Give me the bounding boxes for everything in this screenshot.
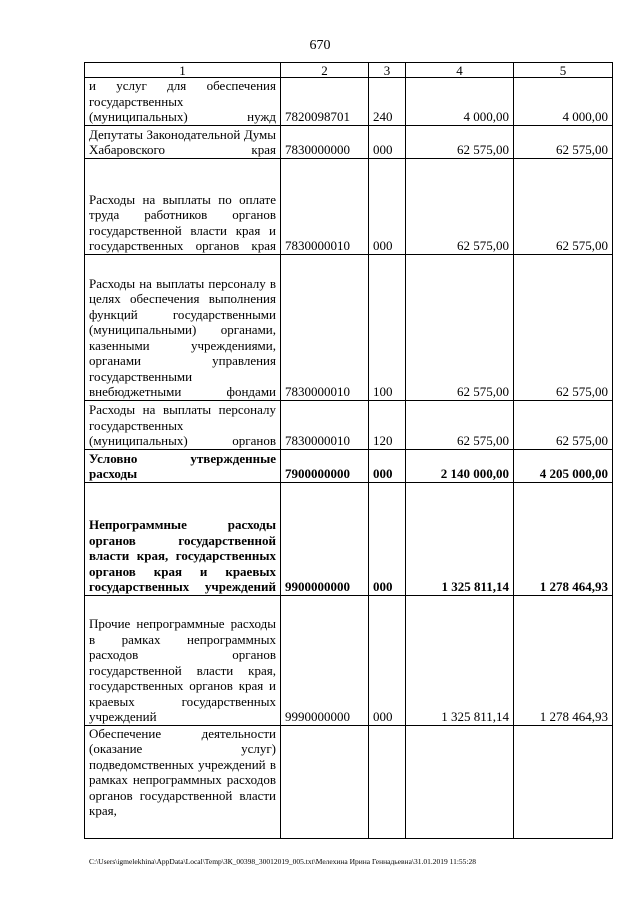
row-value-2: 62 575,00: [514, 400, 613, 449]
table-row: [85, 595, 613, 725]
row-name: Непрограммные расходы органов государственной власти края, государственных органов края и краевых государственных учреждений: [85, 482, 281, 595]
row-value-1: 1 325 811,14: [406, 595, 514, 725]
row-value-1: 62 575,00: [406, 125, 514, 158]
page-number: 670: [309, 38, 331, 53]
header-cell: 2: [281, 63, 369, 78]
row-code: 9900000000: [281, 482, 369, 595]
table-row: [85, 78, 613, 126]
row-code: 7900000000: [281, 449, 369, 482]
row-value-1: 62 575,00: [406, 158, 514, 254]
row-value-2: 1 278 464,93: [514, 595, 613, 725]
row-type: 000: [369, 158, 406, 254]
budget-table: [84, 62, 613, 839]
row-name: Прочие непрограммные расходы в рамках непрограммных расходов органов государственной власти края, государственных органов края и краевых государственных учреждений: [85, 595, 281, 725]
table-row: [85, 125, 613, 158]
row-type: 120: [369, 400, 406, 449]
row-code: [281, 725, 369, 838]
table-row: [85, 400, 613, 449]
row-type: [369, 725, 406, 838]
row-type: 000: [369, 125, 406, 158]
row-value-1: 62 575,00: [406, 254, 514, 400]
row-value-2: [514, 725, 613, 838]
table-row: [85, 725, 613, 838]
table-header-row: [85, 63, 613, 78]
row-code: 7820098701: [281, 78, 369, 126]
row-name: Расходы на выплаты персоналу государственных (муниципальных) органов: [85, 400, 281, 449]
table-row: [85, 482, 613, 595]
row-value-1: 2 140 000,00: [406, 449, 514, 482]
row-value-1: 4 000,00: [406, 78, 514, 126]
row-value-2: 62 575,00: [514, 125, 613, 158]
row-value-2: 62 575,00: [514, 254, 613, 400]
row-value-1: [406, 725, 514, 838]
row-code: 9990000000: [281, 595, 369, 725]
header-cell: 3: [369, 63, 406, 78]
header-cell: 5: [514, 63, 613, 78]
row-value-2: 62 575,00: [514, 158, 613, 254]
row-value-1: 1 325 811,14: [406, 482, 514, 595]
footer-file-path: C:\Users\igmelekhina\AppData\Local\Temp\ЗК_00398_30012019_005.txt\Мелехина Ирина Геннадьевна\31.01.2019 11:55:28: [89, 857, 476, 866]
table-row: [85, 158, 613, 254]
table-row: [85, 254, 613, 400]
row-type: 000: [369, 595, 406, 725]
row-code: 7830000010: [281, 254, 369, 400]
header-cell: 4: [406, 63, 514, 78]
row-code: 7830000000: [281, 125, 369, 158]
row-type: 240: [369, 78, 406, 126]
row-name: Расходы на выплаты по оплате труда работников органов государственной власти края и государственных органов края: [85, 158, 281, 254]
row-name: Депутаты Законодательной Думы Хабаровского края: [85, 125, 281, 158]
row-value-1: 62 575,00: [406, 400, 514, 449]
row-type: 000: [369, 449, 406, 482]
row-name: Условно утвержденные расходы: [85, 449, 281, 482]
row-name: Обеспечение деятельности (оказание услуг) подведомственных учреждений в рамках непрограммных расходов органов государственной власти края,: [85, 725, 281, 838]
row-value-2: 4 000,00: [514, 78, 613, 126]
row-value-2: 4 205 000,00: [514, 449, 613, 482]
header-cell: 1: [85, 63, 281, 78]
row-value-2: 1 278 464,93: [514, 482, 613, 595]
table-row: [85, 449, 613, 482]
row-type: 100: [369, 254, 406, 400]
row-name: Расходы на выплаты персоналу в целях обеспечения выполнения функций государственными (муниципальными) органами, казенными учреждениями, органами управления государственными внебюджетными фондами: [85, 254, 281, 400]
row-code: 7830000010: [281, 400, 369, 449]
row-type: 000: [369, 482, 406, 595]
row-name: и услуг для обеспечения государственных (муниципальных) нужд: [85, 78, 281, 126]
row-code: 7830000010: [281, 158, 369, 254]
